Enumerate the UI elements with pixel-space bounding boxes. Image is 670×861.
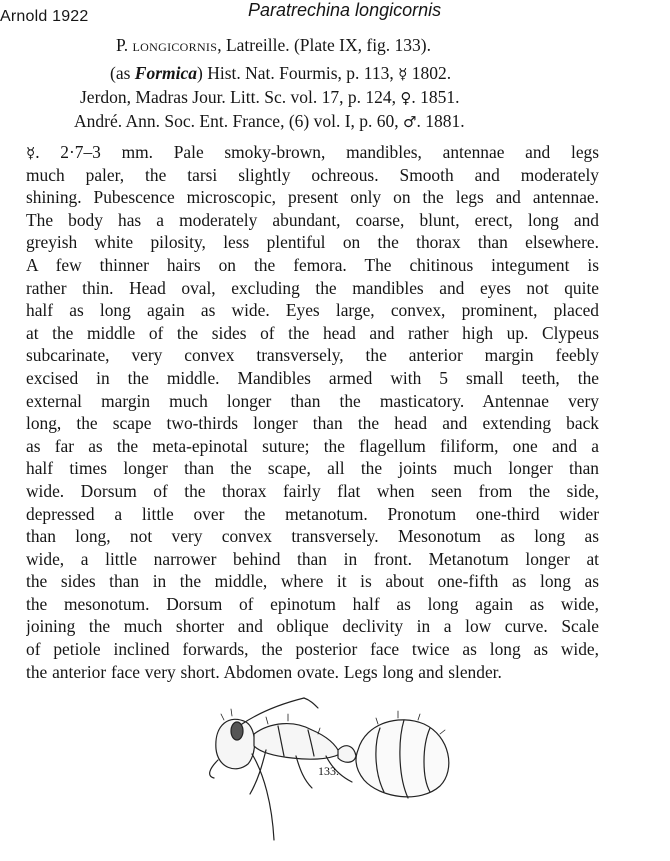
ant-mandible	[210, 760, 218, 778]
description-line: joining the much shorter and oblique declivity in a low curve. Scale	[26, 616, 599, 637]
description-line: external margin much longer than the masticatory. Antennae very	[26, 390, 599, 411]
description-line: at the middle of the sides of the head and rather high up. Clypeus	[26, 322, 599, 343]
species-epithet: longicornis	[132, 35, 218, 55]
description-line-text: . 2·7–3 mm. Pale smoky-brown, mandibles, antennae and legs	[35, 142, 599, 162]
reference-text: André. Ann. Soc. Ent. France, (6) vol. I, p. 60,	[74, 111, 404, 131]
reference-text: Jerdon, Madras Jour. Litt. Sc. vol. 17, p. 124,	[80, 87, 401, 107]
species-heading	[116, 35, 431, 56]
description-line: The body has a moderately abundant, coarse, blunt, erect, long and	[26, 209, 599, 230]
description-line	[26, 141, 599, 164]
description-line: depressed a little over the metanotum. Pronotum one-third wider	[26, 503, 599, 524]
ant-leg	[296, 756, 312, 788]
male-symbol: ♂	[403, 113, 417, 131]
reference-year: . 1851.	[411, 87, 460, 107]
description-line: greyish white pilosity, less plentiful on the thorax than elsewhere.	[26, 232, 599, 253]
header-author: Arnold 1922	[0, 8, 89, 25]
ant-eye	[231, 722, 243, 740]
description-line: the anterior face very short. Abdomen ovate. Legs long and slender.	[26, 661, 502, 682]
description-line: wide, a little narrower behind than in front. Metanotum longer at	[26, 548, 599, 569]
description-line: half times longer than the scape, all the joints much longer than	[26, 458, 599, 479]
reference-line	[110, 63, 451, 84]
ant-antenna-flagellum	[304, 698, 318, 708]
description-line: much paler, the tarsi slightly ochreous. Smooth and moderately	[26, 164, 599, 185]
description-line: as far as the meta-epinotal suture; the flagellum filiform, one and a	[26, 435, 599, 456]
reference-line	[74, 111, 465, 132]
description-line: rather thin. Head oval, excluding the mandibles and eyes not quite	[26, 277, 599, 298]
description-line: A few thinner hairs on the femora. The chitinous integument is	[26, 254, 599, 275]
reference-year: 1802.	[407, 63, 452, 83]
description-line: excised in the middle. Mandibles armed with 5 small teeth, the	[26, 367, 599, 388]
ant-thorax	[254, 724, 340, 760]
description-line: long, the scape two-thirds longer than the head and extending back	[26, 413, 599, 434]
reference-line	[80, 87, 459, 108]
description-line: wide. Dorsum of the thorax fairly flat when seen from the side,	[26, 480, 599, 501]
description-line: of petiole inclined forwards, the posterior face twice as long as wide,	[26, 639, 599, 660]
description-line: the sides than in the middle, where it is about one-fifth as long as	[26, 571, 599, 592]
description-line: subcarinate, very convex transversely, the anterior margin feebly	[26, 345, 599, 366]
female-symbol: ♀	[400, 89, 412, 107]
ant-antenna-flagellum	[252, 754, 274, 840]
description-paragraph	[26, 141, 599, 683]
figure-label: 133.	[318, 764, 339, 778]
reference-year: . 1881.	[416, 111, 465, 131]
ant-petiole	[338, 746, 356, 763]
description-line: half as long again as wide. Eyes large, convex, prominent, placed	[26, 300, 599, 321]
ant-antenna	[242, 698, 304, 724]
worker-symbol: ☿	[26, 144, 36, 162]
header-species-name: Paratrechina longicornis	[248, 0, 442, 20]
ant-gaster	[356, 720, 449, 797]
description-line: than long, not very convex transversely. Mesonotum as long as	[26, 526, 599, 547]
description-line: shining. Pubescence microscopic, present only on the legs and antennae.	[26, 187, 599, 208]
species-heading-rest: , Latreille. (Plate IX, fig. 133).	[217, 35, 432, 55]
description-line: the mesonotum. Dorsum of epinotum half as long again as wide,	[26, 593, 599, 614]
worker-symbol: ☿	[398, 65, 408, 83]
reference-text: ) Hist. Nat. Fourmis, p. 113,	[197, 63, 399, 83]
reference-text: (as	[110, 63, 135, 83]
reference-genus: Formica	[134, 63, 198, 83]
genus-abbreviation: P.	[116, 35, 129, 55]
